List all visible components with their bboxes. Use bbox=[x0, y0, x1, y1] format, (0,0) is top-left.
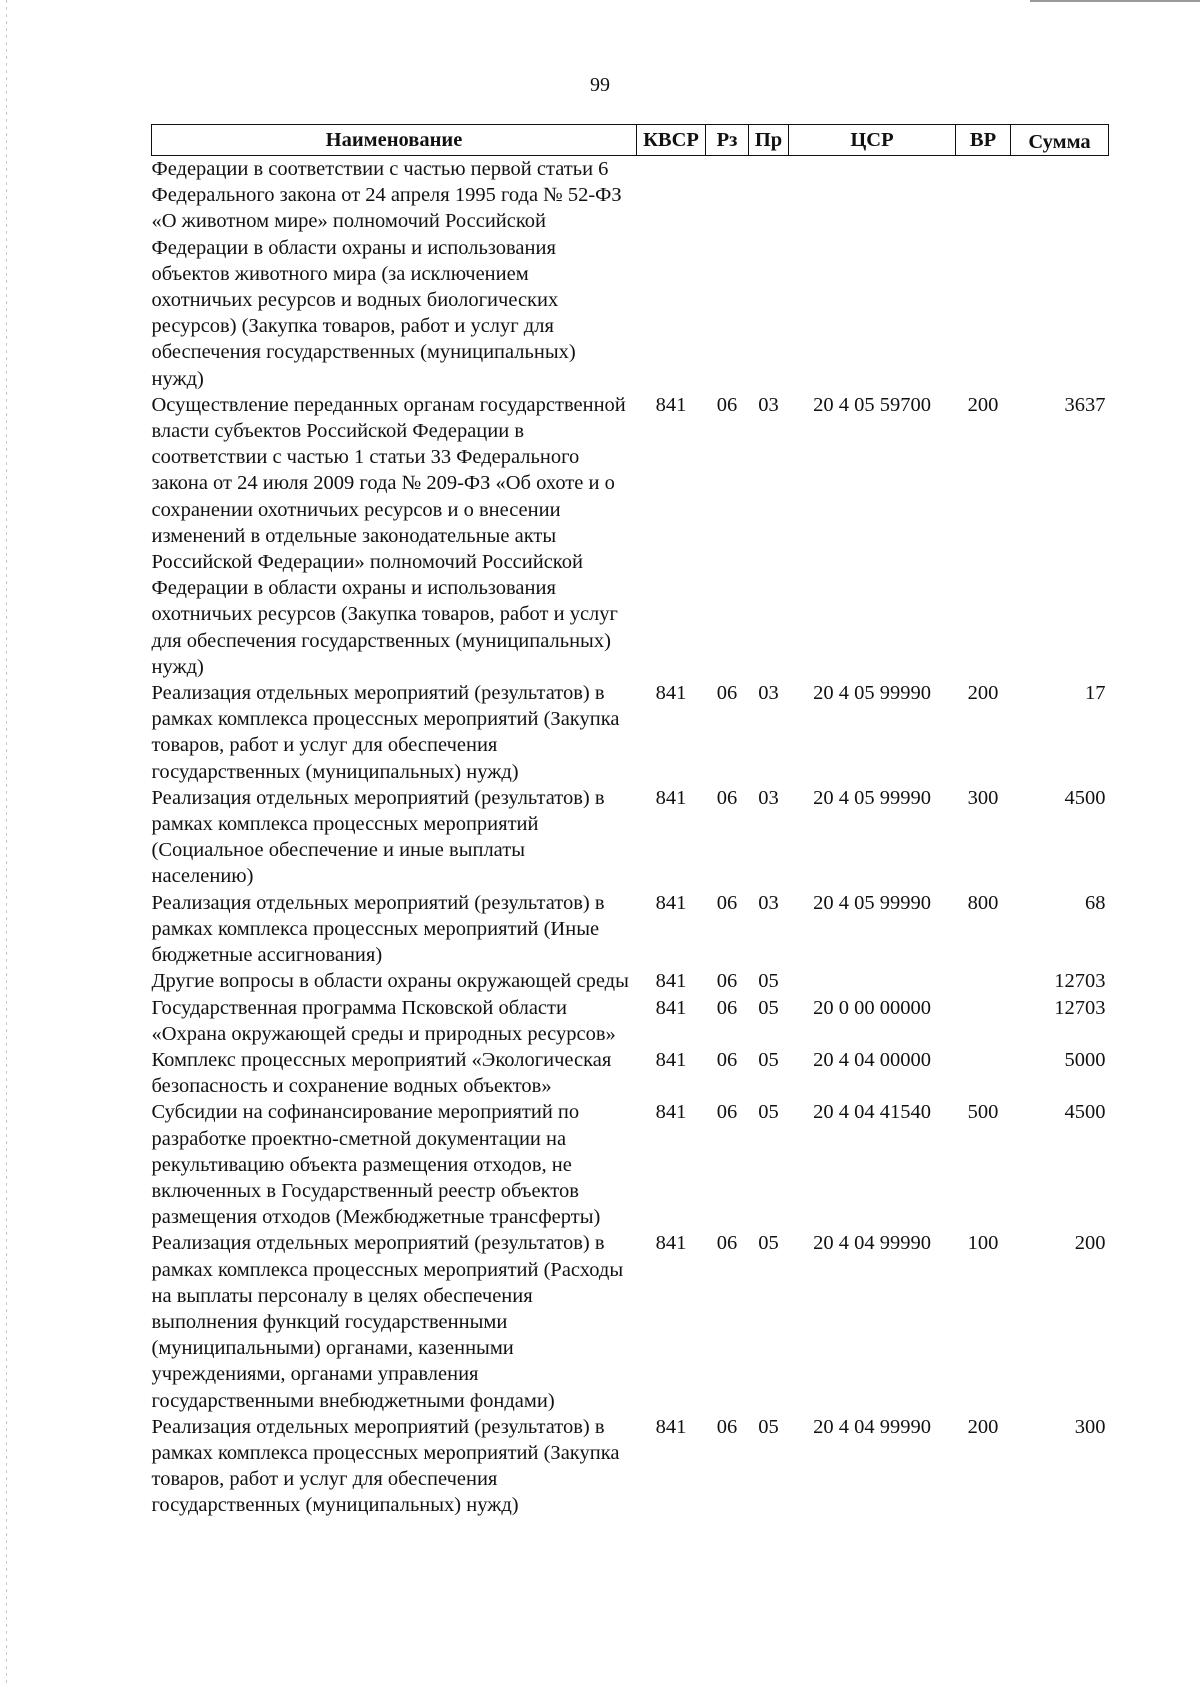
cell-vr: 300 bbox=[967, 786, 999, 809]
cell-sum: 200 bbox=[1074, 1232, 1106, 1255]
cell-vr: 200 bbox=[967, 1415, 999, 1438]
cell-rz: 06 bbox=[716, 786, 738, 809]
cell-vr bbox=[956, 1047, 1011, 1099]
cell-name: Осуществление переданных органам государственной власти субъектов Российской Федерации в соответствии с частью 1 статьи 33 Федерального закона от 24 июля 2009 года № 209-ФЗ «Об охоте и о сохранении охотничьих ресурсов и о внесении изменений в отдельные законодательные акты Российской Федерации» полномочий Российской Федерации в области охраны и использования охотничьих ресурсов (Закупка товаров, работ и услуг для обеспечения государственных (муниципальных) нужд) bbox=[151, 393, 626, 678]
cell-csr: 20 0 00 00000 bbox=[813, 996, 931, 1019]
table-row bbox=[152, 1047, 1109, 1099]
cell-csr bbox=[789, 156, 956, 392]
cell-kvsr: 841 bbox=[655, 393, 687, 416]
cell-name: Государственная программа Псковской области «Охрана окружающей среды и природных ресурсов» bbox=[151, 996, 616, 1045]
cell-vr bbox=[956, 968, 1011, 994]
cell-pr: 03 bbox=[758, 891, 779, 914]
cell-pr: 05 bbox=[758, 970, 779, 993]
table-row bbox=[152, 968, 1109, 994]
cell-pr: 03 bbox=[758, 393, 779, 416]
cell-rz: 06 bbox=[716, 970, 738, 993]
header-row bbox=[152, 125, 1109, 156]
cell-pr: 05 bbox=[758, 996, 779, 1019]
cell-rz: 06 bbox=[716, 996, 738, 1019]
cell-name: Реализация отдельных мероприятий (результатов) в рамках комплекса процессных мероприятий (Социальное обеспечение и иные выплаты населению) bbox=[151, 786, 605, 888]
cell-sum: 4500 bbox=[1064, 1101, 1106, 1124]
budget-table bbox=[151, 124, 1109, 1519]
table-row bbox=[152, 156, 1109, 392]
table-body bbox=[152, 156, 1109, 1519]
cell-kvsr: 841 bbox=[655, 996, 687, 1019]
header-rz: Рз bbox=[706, 125, 749, 156]
cell-pr: 03 bbox=[758, 786, 779, 809]
cell-csr bbox=[789, 968, 956, 994]
table-row bbox=[152, 1230, 1109, 1413]
cell-csr: 20 4 05 99990 bbox=[813, 786, 931, 809]
cell-name: Субсидии на софинансирование мероприятий по разработке проектно-сметной документации на рекультивацию объекта размещения отходов, не включенных в Государственный реестр объектов размещения отходов (Межбюджетные трансферты) bbox=[151, 1101, 601, 1229]
table-row bbox=[152, 890, 1109, 969]
cell-csr: 20 4 04 99990 bbox=[813, 1232, 931, 1255]
table-row bbox=[152, 1414, 1109, 1519]
cell-kvsr bbox=[637, 156, 706, 392]
cell-pr: 05 bbox=[758, 1232, 779, 1255]
cell-pr: 05 bbox=[758, 1415, 779, 1438]
scan-top-line bbox=[1030, 0, 1200, 2]
cell-sum: 4500 bbox=[1064, 786, 1106, 809]
cell-rz: 06 bbox=[716, 682, 738, 705]
cell-name: Реализация отдельных мероприятий (результатов) в рамках комплекса процессных мероприятий (Расходы на выплаты персоналу в целях обеспечения выполнения функций государственными (муниципальными) органами, казенными учреждениями, органами управления государственными внебюджетными фондами) bbox=[151, 1232, 624, 1412]
cell-rz: 06 bbox=[716, 393, 738, 416]
cell-sum: 300 bbox=[1074, 1415, 1106, 1438]
header-pr: Пр bbox=[749, 125, 789, 156]
cell-vr: 100 bbox=[967, 1232, 999, 1255]
cell-vr bbox=[956, 995, 1011, 1047]
cell-vr: 500 bbox=[967, 1101, 999, 1124]
header-csr: ЦСР bbox=[789, 125, 956, 156]
cell-kvsr: 841 bbox=[655, 682, 687, 705]
table-row bbox=[152, 1099, 1109, 1230]
cell-csr: 20 4 04 99990 bbox=[813, 1415, 931, 1438]
cell-csr: 20 4 05 99990 bbox=[813, 891, 931, 914]
cell-sum: 12703 bbox=[1054, 996, 1106, 1019]
header-name: Наименование bbox=[152, 125, 637, 156]
cell-csr: 20 4 05 99990 bbox=[813, 682, 931, 705]
cell-vr bbox=[956, 156, 1011, 392]
cell-csr: 20 4 04 00000 bbox=[813, 1048, 931, 1071]
table-header bbox=[152, 125, 1109, 156]
cell-sum: 68 bbox=[1085, 891, 1106, 914]
table-row bbox=[152, 785, 1109, 890]
table-row bbox=[152, 995, 1109, 1047]
cell-rz: 06 bbox=[716, 1101, 738, 1124]
page-number: 99 bbox=[590, 74, 610, 96]
cell-sum: 17 bbox=[1085, 682, 1106, 705]
cell-rz bbox=[706, 156, 749, 392]
cell-sum bbox=[1011, 156, 1109, 392]
cell-vr: 200 bbox=[967, 393, 999, 416]
scan-edge-line bbox=[6, 0, 7, 1686]
cell-sum: 5000 bbox=[1064, 1048, 1106, 1071]
cell-pr: 05 bbox=[758, 1048, 779, 1071]
cell-name: Реализация отдельных мероприятий (результатов) в рамках комплекса процессных мероприятий (Иные бюджетные ассигнования) bbox=[151, 891, 605, 967]
cell-kvsr: 841 bbox=[655, 1101, 687, 1124]
cell-sum: 12703 bbox=[1054, 970, 1106, 993]
cell-kvsr: 841 bbox=[655, 1048, 687, 1071]
header-kvsr: КВСР bbox=[637, 125, 706, 156]
header-vr: ВР bbox=[956, 125, 1011, 156]
header-sum: Сумма bbox=[1011, 125, 1109, 156]
table-row bbox=[152, 392, 1109, 680]
cell-kvsr: 841 bbox=[655, 786, 687, 809]
cell-pr: 05 bbox=[758, 1101, 779, 1124]
cell-kvsr: 841 bbox=[655, 891, 687, 914]
cell-name: Комплекс процессных мероприятий «Экологическая безопасность и сохранение водных объектов» bbox=[151, 1048, 612, 1098]
table-row bbox=[152, 680, 1109, 785]
cell-csr: 20 4 05 59700 bbox=[813, 393, 931, 416]
cell-rz: 06 bbox=[716, 891, 738, 914]
cell-name: Федерации в соответствии с частью первой статьи 6 Федерального закона от 24 апреля 1995 года № 52-ФЗ «О животном мире» полномочий Российской Федерации в области охраны и использования объектов животного мира (за исключением охотничьих ресурсов и водных биологических ресурсов) (Закупка товаров, работ и услуг для обеспечения государственных (муниципальных) нужд) bbox=[151, 158, 622, 390]
cell-pr: 03 bbox=[758, 682, 779, 705]
cell-kvsr: 841 bbox=[655, 970, 687, 993]
cell-sum: 3637 bbox=[1064, 393, 1106, 416]
cell-kvsr: 841 bbox=[655, 1232, 687, 1255]
cell-kvsr: 841 bbox=[655, 1415, 687, 1438]
cell-csr: 20 4 04 41540 bbox=[813, 1101, 931, 1124]
cell-rz: 06 bbox=[716, 1232, 738, 1255]
cell-vr: 800 bbox=[967, 891, 999, 914]
cell-name: Реализация отдельных мероприятий (результатов) в рамках комплекса процессных мероприятий (Закупка товаров, работ и услуг для обеспечения государственных (муниципальных) нужд) bbox=[151, 682, 620, 783]
cell-rz: 06 bbox=[716, 1415, 738, 1438]
cell-name: Другие вопросы в области охраны окружающей среды bbox=[151, 970, 629, 993]
cell-rz: 06 bbox=[716, 1048, 738, 1071]
cell-pr bbox=[749, 156, 789, 392]
cell-name: Реализация отдельных мероприятий (результатов) в рамках комплекса процессных мероприятий (Закупка товаров, работ и услуг для обеспечения государственных (муниципальных) нужд) bbox=[151, 1415, 620, 1517]
cell-vr: 200 bbox=[967, 682, 999, 705]
